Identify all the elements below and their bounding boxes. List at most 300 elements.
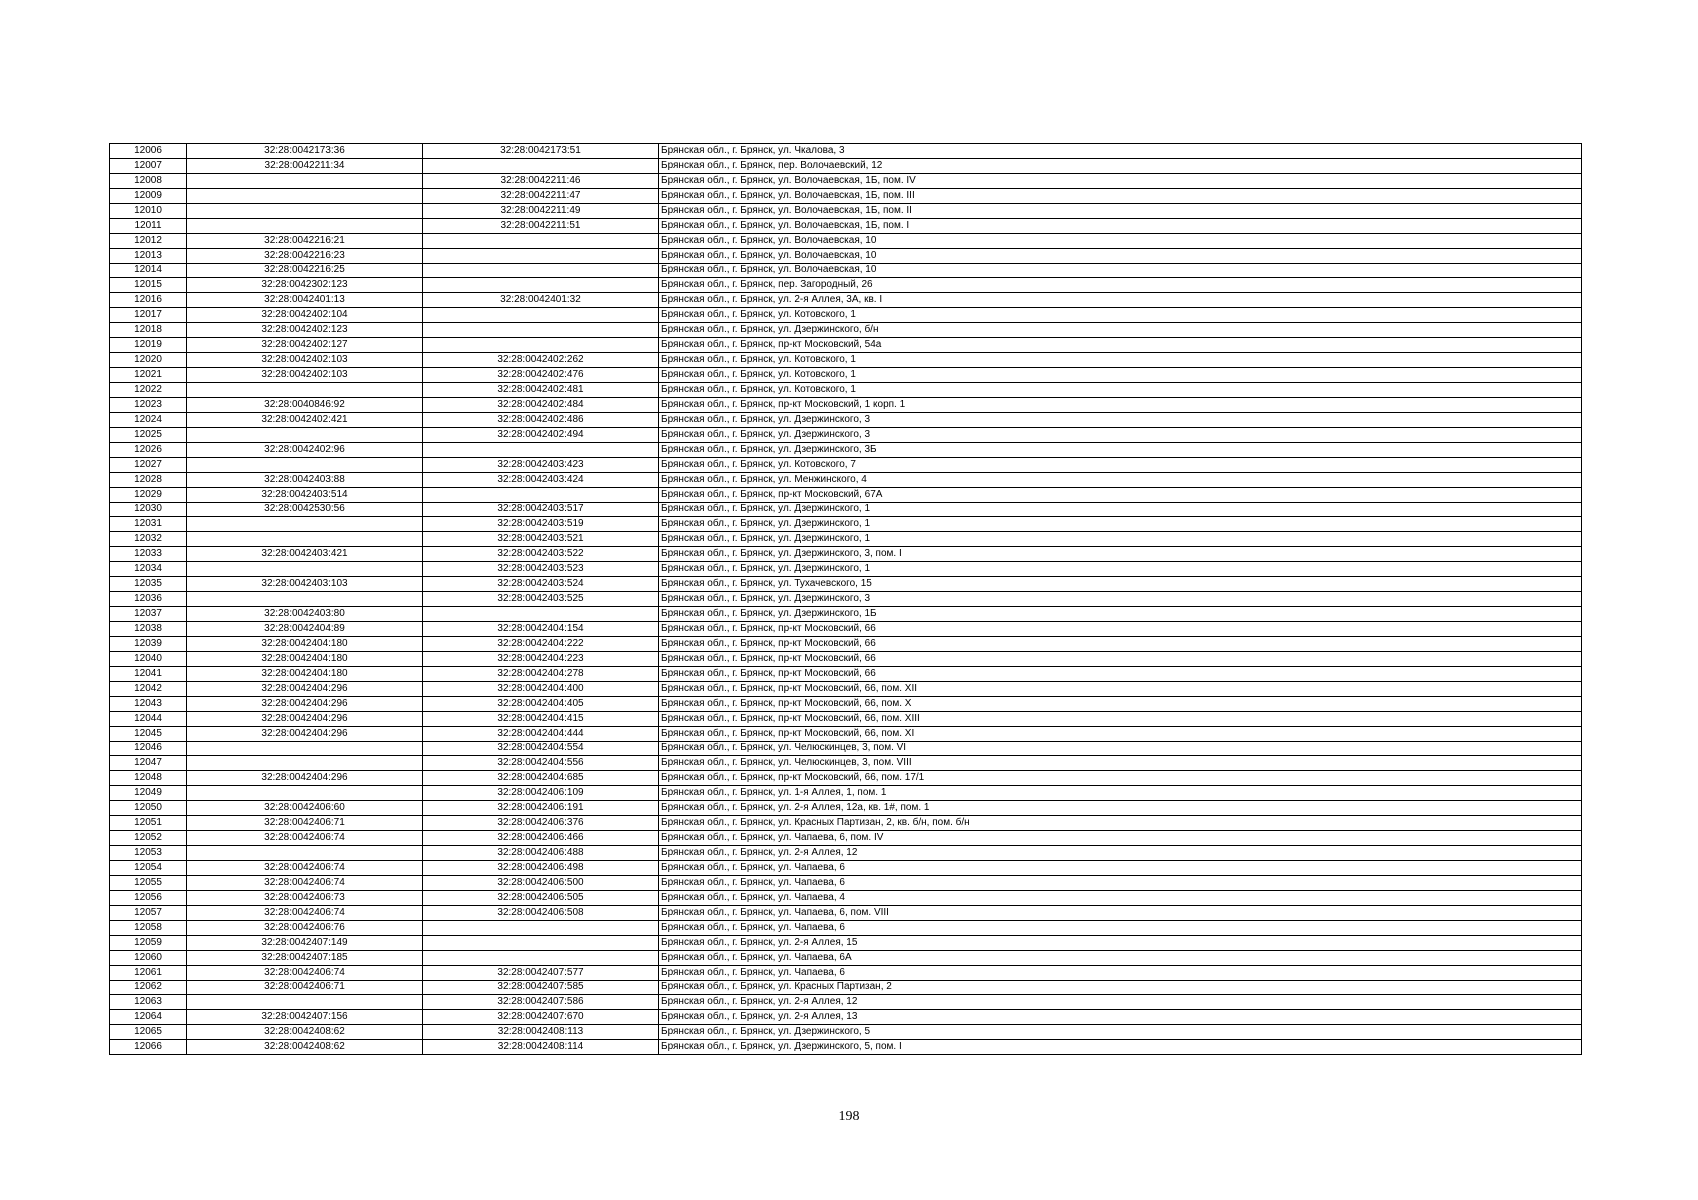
row-number-cell: 12065 bbox=[110, 1025, 187, 1040]
object-cadastral-number-cell bbox=[423, 487, 659, 502]
table-row bbox=[110, 935, 1582, 950]
land-cadastral-number-cell: 32:28:0042406:74 bbox=[187, 861, 423, 876]
registry-table bbox=[109, 143, 1582, 1055]
row-number-cell: 12043 bbox=[110, 696, 187, 711]
address-cell: Брянская обл., г. Брянск, ул. 1-я Аллея, 1, пом. 1 bbox=[659, 786, 1582, 801]
address-cell: Брянская обл., г. Брянск, ул. Чапаева, 6 bbox=[659, 965, 1582, 980]
object-cadastral-number-cell: 32:28:0042401:32 bbox=[423, 293, 659, 308]
object-cadastral-number-cell: 32:28:0042402:481 bbox=[423, 383, 659, 398]
object-cadastral-number-cell: 32:28:0042408:114 bbox=[423, 1040, 659, 1055]
object-cadastral-number-cell: 32:28:0042403:525 bbox=[423, 592, 659, 607]
address-cell: Брянская обл., г. Брянск, ул. Дзержинского, 1 bbox=[659, 562, 1582, 577]
table-row bbox=[110, 846, 1582, 861]
object-cadastral-number-cell: 32:28:0042406:376 bbox=[423, 816, 659, 831]
row-number-cell: 12062 bbox=[110, 980, 187, 995]
table-row bbox=[110, 368, 1582, 383]
land-cadastral-number-cell: 32:28:0042404:296 bbox=[187, 681, 423, 696]
row-number-cell: 12054 bbox=[110, 861, 187, 876]
row-number-cell: 12060 bbox=[110, 950, 187, 965]
address-cell: Брянская обл., г. Брянск, ул. Дзержинского, 3 bbox=[659, 412, 1582, 427]
object-cadastral-number-cell: 32:28:0042173:51 bbox=[423, 144, 659, 159]
land-cadastral-number-cell: 32:28:0042216:21 bbox=[187, 233, 423, 248]
land-cadastral-number-cell: 32:28:0042407:149 bbox=[187, 935, 423, 950]
land-cadastral-number-cell bbox=[187, 532, 423, 547]
address-cell: Брянская обл., г. Брянск, ул. 2-я Аллея, 12 bbox=[659, 846, 1582, 861]
object-cadastral-number-cell: 32:28:0042404:444 bbox=[423, 726, 659, 741]
row-number-cell: 12044 bbox=[110, 711, 187, 726]
table-row bbox=[110, 158, 1582, 173]
table-row bbox=[110, 397, 1582, 412]
land-cadastral-number-cell: 32:28:0042173:36 bbox=[187, 144, 423, 159]
object-cadastral-number-cell: 32:28:0042403:517 bbox=[423, 502, 659, 517]
table-row bbox=[110, 651, 1582, 666]
table-row bbox=[110, 980, 1582, 995]
address-cell: Брянская обл., г. Брянск, ул. Красных Партизан, 2, кв. б/н, пом. б/н bbox=[659, 816, 1582, 831]
land-cadastral-number-cell: 32:28:0042404:180 bbox=[187, 651, 423, 666]
row-number-cell: 12021 bbox=[110, 368, 187, 383]
table-row bbox=[110, 920, 1582, 935]
row-number-cell: 12028 bbox=[110, 472, 187, 487]
table-row bbox=[110, 547, 1582, 562]
address-cell: Брянская обл., г. Брянск, ул. Дзержинского, 1Б bbox=[659, 607, 1582, 622]
table-row bbox=[110, 636, 1582, 651]
object-cadastral-number-cell bbox=[423, 278, 659, 293]
row-number-cell: 12030 bbox=[110, 502, 187, 517]
row-number-cell: 12045 bbox=[110, 726, 187, 741]
address-cell: Брянская обл., г. Брянск, ул. Челюскинцев, 3, пом. VIII bbox=[659, 756, 1582, 771]
land-cadastral-number-cell bbox=[187, 218, 423, 233]
table-row bbox=[110, 173, 1582, 188]
address-cell: Брянская обл., г. Брянск, ул. Дзержинского, 5, пом. I bbox=[659, 1040, 1582, 1055]
object-cadastral-number-cell bbox=[423, 248, 659, 263]
row-number-cell: 12066 bbox=[110, 1040, 187, 1055]
row-number-cell: 12047 bbox=[110, 756, 187, 771]
table-row bbox=[110, 711, 1582, 726]
table-row bbox=[110, 622, 1582, 637]
object-cadastral-number-cell: 32:28:0042407:577 bbox=[423, 965, 659, 980]
land-cadastral-number-cell: 32:28:0042407:185 bbox=[187, 950, 423, 965]
table-row bbox=[110, 995, 1582, 1010]
object-cadastral-number-cell: 32:28:0042406:191 bbox=[423, 801, 659, 816]
address-cell: Брянская обл., г. Брянск, ул. Дзержинского, 1 bbox=[659, 517, 1582, 532]
object-cadastral-number-cell: 32:28:0042406:466 bbox=[423, 831, 659, 846]
table-row bbox=[110, 562, 1582, 577]
address-cell: Брянская обл., г. Брянск, пр-кт Московский, 66 bbox=[659, 636, 1582, 651]
land-cadastral-number-cell: 32:28:0042302:123 bbox=[187, 278, 423, 293]
address-cell: Брянская обл., г. Брянск, ул. Чапаева, 6, пом. VIII bbox=[659, 905, 1582, 920]
table-row bbox=[110, 950, 1582, 965]
land-cadastral-number-cell: 32:28:0042408:62 bbox=[187, 1040, 423, 1055]
address-cell: Брянская обл., г. Брянск, пр-кт Московский, 66 bbox=[659, 651, 1582, 666]
object-cadastral-number-cell: 32:28:0042404:154 bbox=[423, 622, 659, 637]
row-number-cell: 12055 bbox=[110, 875, 187, 890]
address-cell: Брянская обл., г. Брянск, пер. Загородный, 26 bbox=[659, 278, 1582, 293]
table-row bbox=[110, 801, 1582, 816]
table-row bbox=[110, 442, 1582, 457]
table-row bbox=[110, 1010, 1582, 1025]
row-number-cell: 12033 bbox=[110, 547, 187, 562]
row-number-cell: 12048 bbox=[110, 771, 187, 786]
object-cadastral-number-cell: 32:28:0042404:222 bbox=[423, 636, 659, 651]
land-cadastral-number-cell: 32:28:0042406:73 bbox=[187, 890, 423, 905]
address-cell: Брянская обл., г. Брянск, ул. Чапаева, 6А bbox=[659, 950, 1582, 965]
address-cell: Брянская обл., г. Брянск, ул. Тухачевского, 15 bbox=[659, 577, 1582, 592]
row-number-cell: 12016 bbox=[110, 293, 187, 308]
land-cadastral-number-cell: 32:28:0042403:514 bbox=[187, 487, 423, 502]
object-cadastral-number-cell: 32:28:0042403:423 bbox=[423, 457, 659, 472]
address-cell: Брянская обл., г. Брянск, пр-кт Московский, 66, пом. X bbox=[659, 696, 1582, 711]
table-row bbox=[110, 875, 1582, 890]
object-cadastral-number-cell: 32:28:0042403:519 bbox=[423, 517, 659, 532]
table-row bbox=[110, 696, 1582, 711]
row-number-cell: 12019 bbox=[110, 338, 187, 353]
row-number-cell: 12032 bbox=[110, 532, 187, 547]
object-cadastral-number-cell: 32:28:0042403:523 bbox=[423, 562, 659, 577]
table-row bbox=[110, 905, 1582, 920]
address-cell: Брянская обл., г. Брянск, пр-кт Московский, 66 bbox=[659, 622, 1582, 637]
address-cell: Брянская обл., г. Брянск, ул. 2-я Аллея, 3А, кв. I bbox=[659, 293, 1582, 308]
row-number-cell: 12023 bbox=[110, 397, 187, 412]
table-row bbox=[110, 278, 1582, 293]
object-cadastral-number-cell bbox=[423, 263, 659, 278]
land-cadastral-number-cell bbox=[187, 427, 423, 442]
row-number-cell: 12011 bbox=[110, 218, 187, 233]
address-cell: Брянская обл., г. Брянск, ул. Чапаева, 6 bbox=[659, 875, 1582, 890]
row-number-cell: 12009 bbox=[110, 188, 187, 203]
table-row bbox=[110, 517, 1582, 532]
land-cadastral-number-cell bbox=[187, 517, 423, 532]
object-cadastral-number-cell bbox=[423, 233, 659, 248]
land-cadastral-number-cell: 32:28:0042216:23 bbox=[187, 248, 423, 263]
address-cell: Брянская обл., г. Брянск, ул. Менжинского, 4 bbox=[659, 472, 1582, 487]
land-cadastral-number-cell bbox=[187, 592, 423, 607]
table-row bbox=[110, 532, 1582, 547]
table-row bbox=[110, 293, 1582, 308]
table-row bbox=[110, 786, 1582, 801]
row-number-cell: 12027 bbox=[110, 457, 187, 472]
table-row bbox=[110, 233, 1582, 248]
address-cell: Брянская обл., г. Брянск, ул. 2-я Аллея, 15 bbox=[659, 935, 1582, 950]
address-cell: Брянская обл., г. Брянск, пр-кт Московский, 66, пом. 17/1 bbox=[659, 771, 1582, 786]
address-cell: Брянская обл., г. Брянск, ул. Дзержинского, 3, пом. I bbox=[659, 547, 1582, 562]
object-cadastral-number-cell bbox=[423, 950, 659, 965]
land-cadastral-number-cell: 32:28:0042404:296 bbox=[187, 726, 423, 741]
row-number-cell: 12038 bbox=[110, 622, 187, 637]
table-row bbox=[110, 831, 1582, 846]
address-cell: Брянская обл., г. Брянск, ул. Дзержинского, 1 bbox=[659, 502, 1582, 517]
row-number-cell: 12049 bbox=[110, 786, 187, 801]
row-number-cell: 12042 bbox=[110, 681, 187, 696]
address-cell: Брянская обл., г. Брянск, ул. 2-я Аллея, 12а, кв. 1#, пом. 1 bbox=[659, 801, 1582, 816]
table-row bbox=[110, 1025, 1582, 1040]
object-cadastral-number-cell bbox=[423, 935, 659, 950]
object-cadastral-number-cell: 32:28:0042402:262 bbox=[423, 353, 659, 368]
land-cadastral-number-cell: 32:28:0042404:180 bbox=[187, 636, 423, 651]
table-row bbox=[110, 1040, 1582, 1055]
address-cell: Брянская обл., г. Брянск, ул. Волочаевская, 1Б, пом. IV bbox=[659, 173, 1582, 188]
land-cadastral-number-cell: 32:28:0042403:421 bbox=[187, 547, 423, 562]
row-number-cell: 12025 bbox=[110, 427, 187, 442]
address-cell: Брянская обл., г. Брянск, ул. Котовского, 1 bbox=[659, 383, 1582, 398]
address-cell: Брянская обл., г. Брянск, ул. Чапаева, 6, пом. IV bbox=[659, 831, 1582, 846]
table-row bbox=[110, 248, 1582, 263]
table-row bbox=[110, 487, 1582, 502]
object-cadastral-number-cell: 32:28:0042211:49 bbox=[423, 203, 659, 218]
table-row bbox=[110, 741, 1582, 756]
address-cell: Брянская обл., г. Брянск, ул. Красных Партизан, 2 bbox=[659, 980, 1582, 995]
row-number-cell: 12046 bbox=[110, 741, 187, 756]
object-cadastral-number-cell bbox=[423, 920, 659, 935]
land-cadastral-number-cell: 32:28:0042402:103 bbox=[187, 368, 423, 383]
object-cadastral-number-cell: 32:28:0042404:415 bbox=[423, 711, 659, 726]
address-cell: Брянская обл., г. Брянск, ул. Котовского, 1 bbox=[659, 308, 1582, 323]
land-cadastral-number-cell: 32:28:0042406:74 bbox=[187, 875, 423, 890]
object-cadastral-number-cell: 32:28:0042406:508 bbox=[423, 905, 659, 920]
object-cadastral-number-cell bbox=[423, 338, 659, 353]
row-number-cell: 12018 bbox=[110, 323, 187, 338]
object-cadastral-number-cell: 32:28:0042404:278 bbox=[423, 666, 659, 681]
address-cell: Брянская обл., г. Брянск, ул. Дзержинского, 3 bbox=[659, 592, 1582, 607]
land-cadastral-number-cell: 32:28:0042406:71 bbox=[187, 980, 423, 995]
row-number-cell: 12024 bbox=[110, 412, 187, 427]
row-number-cell: 12052 bbox=[110, 831, 187, 846]
land-cadastral-number-cell: 32:28:0042406:60 bbox=[187, 801, 423, 816]
land-cadastral-number-cell: 32:28:0042404:296 bbox=[187, 696, 423, 711]
address-cell: Брянская обл., г. Брянск, ул. Дзержинского, 3Б bbox=[659, 442, 1582, 457]
table-row bbox=[110, 607, 1582, 622]
object-cadastral-number-cell: 32:28:0042211:47 bbox=[423, 188, 659, 203]
object-cadastral-number-cell bbox=[423, 323, 659, 338]
address-cell: Брянская обл., г. Брянск, ул. Чапаева, 4 bbox=[659, 890, 1582, 905]
object-cadastral-number-cell: 32:28:0042403:424 bbox=[423, 472, 659, 487]
land-cadastral-number-cell: 32:28:0042403:103 bbox=[187, 577, 423, 592]
table-row bbox=[110, 502, 1582, 517]
row-number-cell: 12012 bbox=[110, 233, 187, 248]
land-cadastral-number-cell: 32:28:0042402:104 bbox=[187, 308, 423, 323]
table-row bbox=[110, 890, 1582, 905]
row-number-cell: 12035 bbox=[110, 577, 187, 592]
table-row bbox=[110, 965, 1582, 980]
table-row bbox=[110, 308, 1582, 323]
land-cadastral-number-cell: 32:28:0042211:34 bbox=[187, 158, 423, 173]
address-cell: Брянская обл., г. Брянск, ул. Волочаевская, 10 bbox=[659, 263, 1582, 278]
row-number-cell: 12059 bbox=[110, 935, 187, 950]
land-cadastral-number-cell: 32:28:0042404:89 bbox=[187, 622, 423, 637]
land-cadastral-number-cell: 32:28:0042402:123 bbox=[187, 323, 423, 338]
object-cadastral-number-cell: 32:28:0042407:670 bbox=[423, 1010, 659, 1025]
registry-table-body bbox=[110, 144, 1582, 1055]
land-cadastral-number-cell bbox=[187, 786, 423, 801]
address-cell: Брянская обл., г. Брянск, пр-кт Московский, 66, пом. XIII bbox=[659, 711, 1582, 726]
table-row bbox=[110, 592, 1582, 607]
land-cadastral-number-cell: 32:28:0042216:25 bbox=[187, 263, 423, 278]
address-cell: Брянская обл., г. Брянск, пр-кт Московский, 66, пом. XI bbox=[659, 726, 1582, 741]
object-cadastral-number-cell: 32:28:0042404:400 bbox=[423, 681, 659, 696]
land-cadastral-number-cell: 32:28:0042530:56 bbox=[187, 502, 423, 517]
object-cadastral-number-cell: 32:28:0042404:556 bbox=[423, 756, 659, 771]
object-cadastral-number-cell: 32:28:0042402:484 bbox=[423, 397, 659, 412]
row-number-cell: 12010 bbox=[110, 203, 187, 218]
object-cadastral-number-cell: 32:28:0042403:521 bbox=[423, 532, 659, 547]
object-cadastral-number-cell: 32:28:0042406:488 bbox=[423, 846, 659, 861]
table-row bbox=[110, 338, 1582, 353]
object-cadastral-number-cell: 32:28:0042403:524 bbox=[423, 577, 659, 592]
land-cadastral-number-cell: 32:28:0042404:296 bbox=[187, 711, 423, 726]
object-cadastral-number-cell: 32:28:0042404:554 bbox=[423, 741, 659, 756]
row-number-cell: 12061 bbox=[110, 965, 187, 980]
land-cadastral-number-cell bbox=[187, 741, 423, 756]
row-number-cell: 12041 bbox=[110, 666, 187, 681]
address-cell: Брянская обл., г. Брянск, ул. 2-я Аллея, 13 bbox=[659, 1010, 1582, 1025]
address-cell: Брянская обл., г. Брянск, ул. Дзержинского, 1 bbox=[659, 532, 1582, 547]
table-row bbox=[110, 412, 1582, 427]
address-cell: Брянская обл., г. Брянск, ул. Волочаевская, 1Б, пом. II bbox=[659, 203, 1582, 218]
table-row bbox=[110, 666, 1582, 681]
object-cadastral-number-cell: 32:28:0042402:494 bbox=[423, 427, 659, 442]
row-number-cell: 12034 bbox=[110, 562, 187, 577]
address-cell: Брянская обл., г. Брянск, ул. Дзержинского, б/н bbox=[659, 323, 1582, 338]
row-number-cell: 12057 bbox=[110, 905, 187, 920]
land-cadastral-number-cell: 32:28:0042406:74 bbox=[187, 905, 423, 920]
land-cadastral-number-cell: 32:28:0042402:421 bbox=[187, 412, 423, 427]
land-cadastral-number-cell bbox=[187, 203, 423, 218]
object-cadastral-number-cell: 32:28:0042403:522 bbox=[423, 547, 659, 562]
address-cell: Брянская обл., г. Брянск, ул. Чапаева, 6 bbox=[659, 861, 1582, 876]
row-number-cell: 12015 bbox=[110, 278, 187, 293]
page-number: 198 bbox=[838, 1109, 860, 1124]
row-number-cell: 12013 bbox=[110, 248, 187, 263]
row-number-cell: 12064 bbox=[110, 1010, 187, 1025]
object-cadastral-number-cell: 32:28:0042404:685 bbox=[423, 771, 659, 786]
land-cadastral-number-cell bbox=[187, 846, 423, 861]
table-row bbox=[110, 771, 1582, 786]
row-number-cell: 12040 bbox=[110, 651, 187, 666]
row-number-cell: 12008 bbox=[110, 173, 187, 188]
address-cell: Брянская обл., г. Брянск, ул. Котовского, 1 bbox=[659, 353, 1582, 368]
table-row bbox=[110, 218, 1582, 233]
table-row bbox=[110, 681, 1582, 696]
land-cadastral-number-cell: 32:28:0042402:127 bbox=[187, 338, 423, 353]
address-cell: Брянская обл., г. Брянск, ул. Волочаевская, 1Б, пом. III bbox=[659, 188, 1582, 203]
land-cadastral-number-cell: 32:28:0042406:71 bbox=[187, 816, 423, 831]
object-cadastral-number-cell: 32:28:0042406:505 bbox=[423, 890, 659, 905]
row-number-cell: 12036 bbox=[110, 592, 187, 607]
row-number-cell: 12063 bbox=[110, 995, 187, 1010]
land-cadastral-number-cell: 32:28:0042403:88 bbox=[187, 472, 423, 487]
row-number-cell: 12051 bbox=[110, 816, 187, 831]
address-cell: Брянская обл., г. Брянск, ул. 2-я Аллея, 12 bbox=[659, 995, 1582, 1010]
land-cadastral-number-cell bbox=[187, 457, 423, 472]
land-cadastral-number-cell bbox=[187, 756, 423, 771]
row-number-cell: 12031 bbox=[110, 517, 187, 532]
row-number-cell: 12053 bbox=[110, 846, 187, 861]
address-cell: Брянская обл., г. Брянск, ул. Котовского, 1 bbox=[659, 368, 1582, 383]
row-number-cell: 12007 bbox=[110, 158, 187, 173]
land-cadastral-number-cell: 32:28:0042407:156 bbox=[187, 1010, 423, 1025]
land-cadastral-number-cell: 32:28:0042406:74 bbox=[187, 831, 423, 846]
table-row bbox=[110, 726, 1582, 741]
address-cell: Брянская обл., г. Брянск, ул. Волочаевская, 1Б, пом. I bbox=[659, 218, 1582, 233]
object-cadastral-number-cell: 32:28:0042404:223 bbox=[423, 651, 659, 666]
object-cadastral-number-cell: 32:28:0042407:585 bbox=[423, 980, 659, 995]
land-cadastral-number-cell: 32:28:0042408:62 bbox=[187, 1025, 423, 1040]
object-cadastral-number-cell: 32:28:0042408:113 bbox=[423, 1025, 659, 1040]
table-row bbox=[110, 188, 1582, 203]
object-cadastral-number-cell bbox=[423, 607, 659, 622]
row-number-cell: 12006 bbox=[110, 144, 187, 159]
land-cadastral-number-cell: 32:28:0042402:103 bbox=[187, 353, 423, 368]
land-cadastral-number-cell: 32:28:0042401:13 bbox=[187, 293, 423, 308]
address-cell: Брянская обл., г. Брянск, пр-кт Московский, 54а bbox=[659, 338, 1582, 353]
row-number-cell: 12058 bbox=[110, 920, 187, 935]
land-cadastral-number-cell: 32:28:0042404:296 bbox=[187, 771, 423, 786]
row-number-cell: 12050 bbox=[110, 801, 187, 816]
land-cadastral-number-cell: 32:28:0042403:80 bbox=[187, 607, 423, 622]
table-row bbox=[110, 861, 1582, 876]
table-row bbox=[110, 323, 1582, 338]
object-cadastral-number-cell: 32:28:0042404:405 bbox=[423, 696, 659, 711]
row-number-cell: 12014 bbox=[110, 263, 187, 278]
land-cadastral-number-cell bbox=[187, 188, 423, 203]
object-cadastral-number-cell bbox=[423, 158, 659, 173]
object-cadastral-number-cell bbox=[423, 308, 659, 323]
table-row bbox=[110, 427, 1582, 442]
object-cadastral-number-cell: 32:28:0042407:586 bbox=[423, 995, 659, 1010]
address-cell: Брянская обл., г. Брянск, ул. Волочаевская, 10 bbox=[659, 248, 1582, 263]
table-row bbox=[110, 144, 1582, 159]
row-number-cell: 12029 bbox=[110, 487, 187, 502]
land-cadastral-number-cell: 32:28:0042402:96 bbox=[187, 442, 423, 457]
address-cell: Брянская обл., г. Брянск, ул. Чапаева, 6 bbox=[659, 920, 1582, 935]
object-cadastral-number-cell: 32:28:0042211:51 bbox=[423, 218, 659, 233]
row-number-cell: 12056 bbox=[110, 890, 187, 905]
row-number-cell: 12017 bbox=[110, 308, 187, 323]
table-row bbox=[110, 353, 1582, 368]
address-cell: Брянская обл., г. Брянск, ул. Дзержинского, 5 bbox=[659, 1025, 1582, 1040]
object-cadastral-number-cell: 32:28:0042402:486 bbox=[423, 412, 659, 427]
address-cell: Брянская обл., г. Брянск, ул. Котовского, 7 bbox=[659, 457, 1582, 472]
address-cell: Брянская обл., г. Брянск, ул. Дзержинского, 3 bbox=[659, 427, 1582, 442]
row-number-cell: 12022 bbox=[110, 383, 187, 398]
land-cadastral-number-cell: 32:28:0040846:92 bbox=[187, 397, 423, 412]
address-cell: Брянская обл., г. Брянск, пр-кт Московский, 66 bbox=[659, 666, 1582, 681]
table-row bbox=[110, 383, 1582, 398]
row-number-cell: 12026 bbox=[110, 442, 187, 457]
table-row bbox=[110, 816, 1582, 831]
table-row bbox=[110, 577, 1582, 592]
object-cadastral-number-cell: 32:28:0042406:500 bbox=[423, 875, 659, 890]
table-row bbox=[110, 756, 1582, 771]
object-cadastral-number-cell: 32:28:0042406:109 bbox=[423, 786, 659, 801]
address-cell: Брянская обл., г. Брянск, ул. Чкалова, 3 bbox=[659, 144, 1582, 159]
land-cadastral-number-cell bbox=[187, 173, 423, 188]
address-cell: Брянская обл., г. Брянск, пр-кт Московский, 67А bbox=[659, 487, 1582, 502]
table-row bbox=[110, 472, 1582, 487]
object-cadastral-number-cell: 32:28:0042211:46 bbox=[423, 173, 659, 188]
row-number-cell: 12020 bbox=[110, 353, 187, 368]
land-cadastral-number-cell: 32:28:0042404:180 bbox=[187, 666, 423, 681]
land-cadastral-number-cell: 32:28:0042406:76 bbox=[187, 920, 423, 935]
address-cell: Брянская обл., г. Брянск, ул. Челюскинцев, 3, пом. VI bbox=[659, 741, 1582, 756]
object-cadastral-number-cell: 32:28:0042406:498 bbox=[423, 861, 659, 876]
land-cadastral-number-cell bbox=[187, 995, 423, 1010]
address-cell: Брянская обл., г. Брянск, пр-кт Московский, 1 корп. 1 bbox=[659, 397, 1582, 412]
land-cadastral-number-cell bbox=[187, 383, 423, 398]
table-row bbox=[110, 203, 1582, 218]
land-cadastral-number-cell: 32:28:0042406:74 bbox=[187, 965, 423, 980]
object-cadastral-number-cell: 32:28:0042402:476 bbox=[423, 368, 659, 383]
address-cell: Брянская обл., г. Брянск, ул. Волочаевская, 10 bbox=[659, 233, 1582, 248]
